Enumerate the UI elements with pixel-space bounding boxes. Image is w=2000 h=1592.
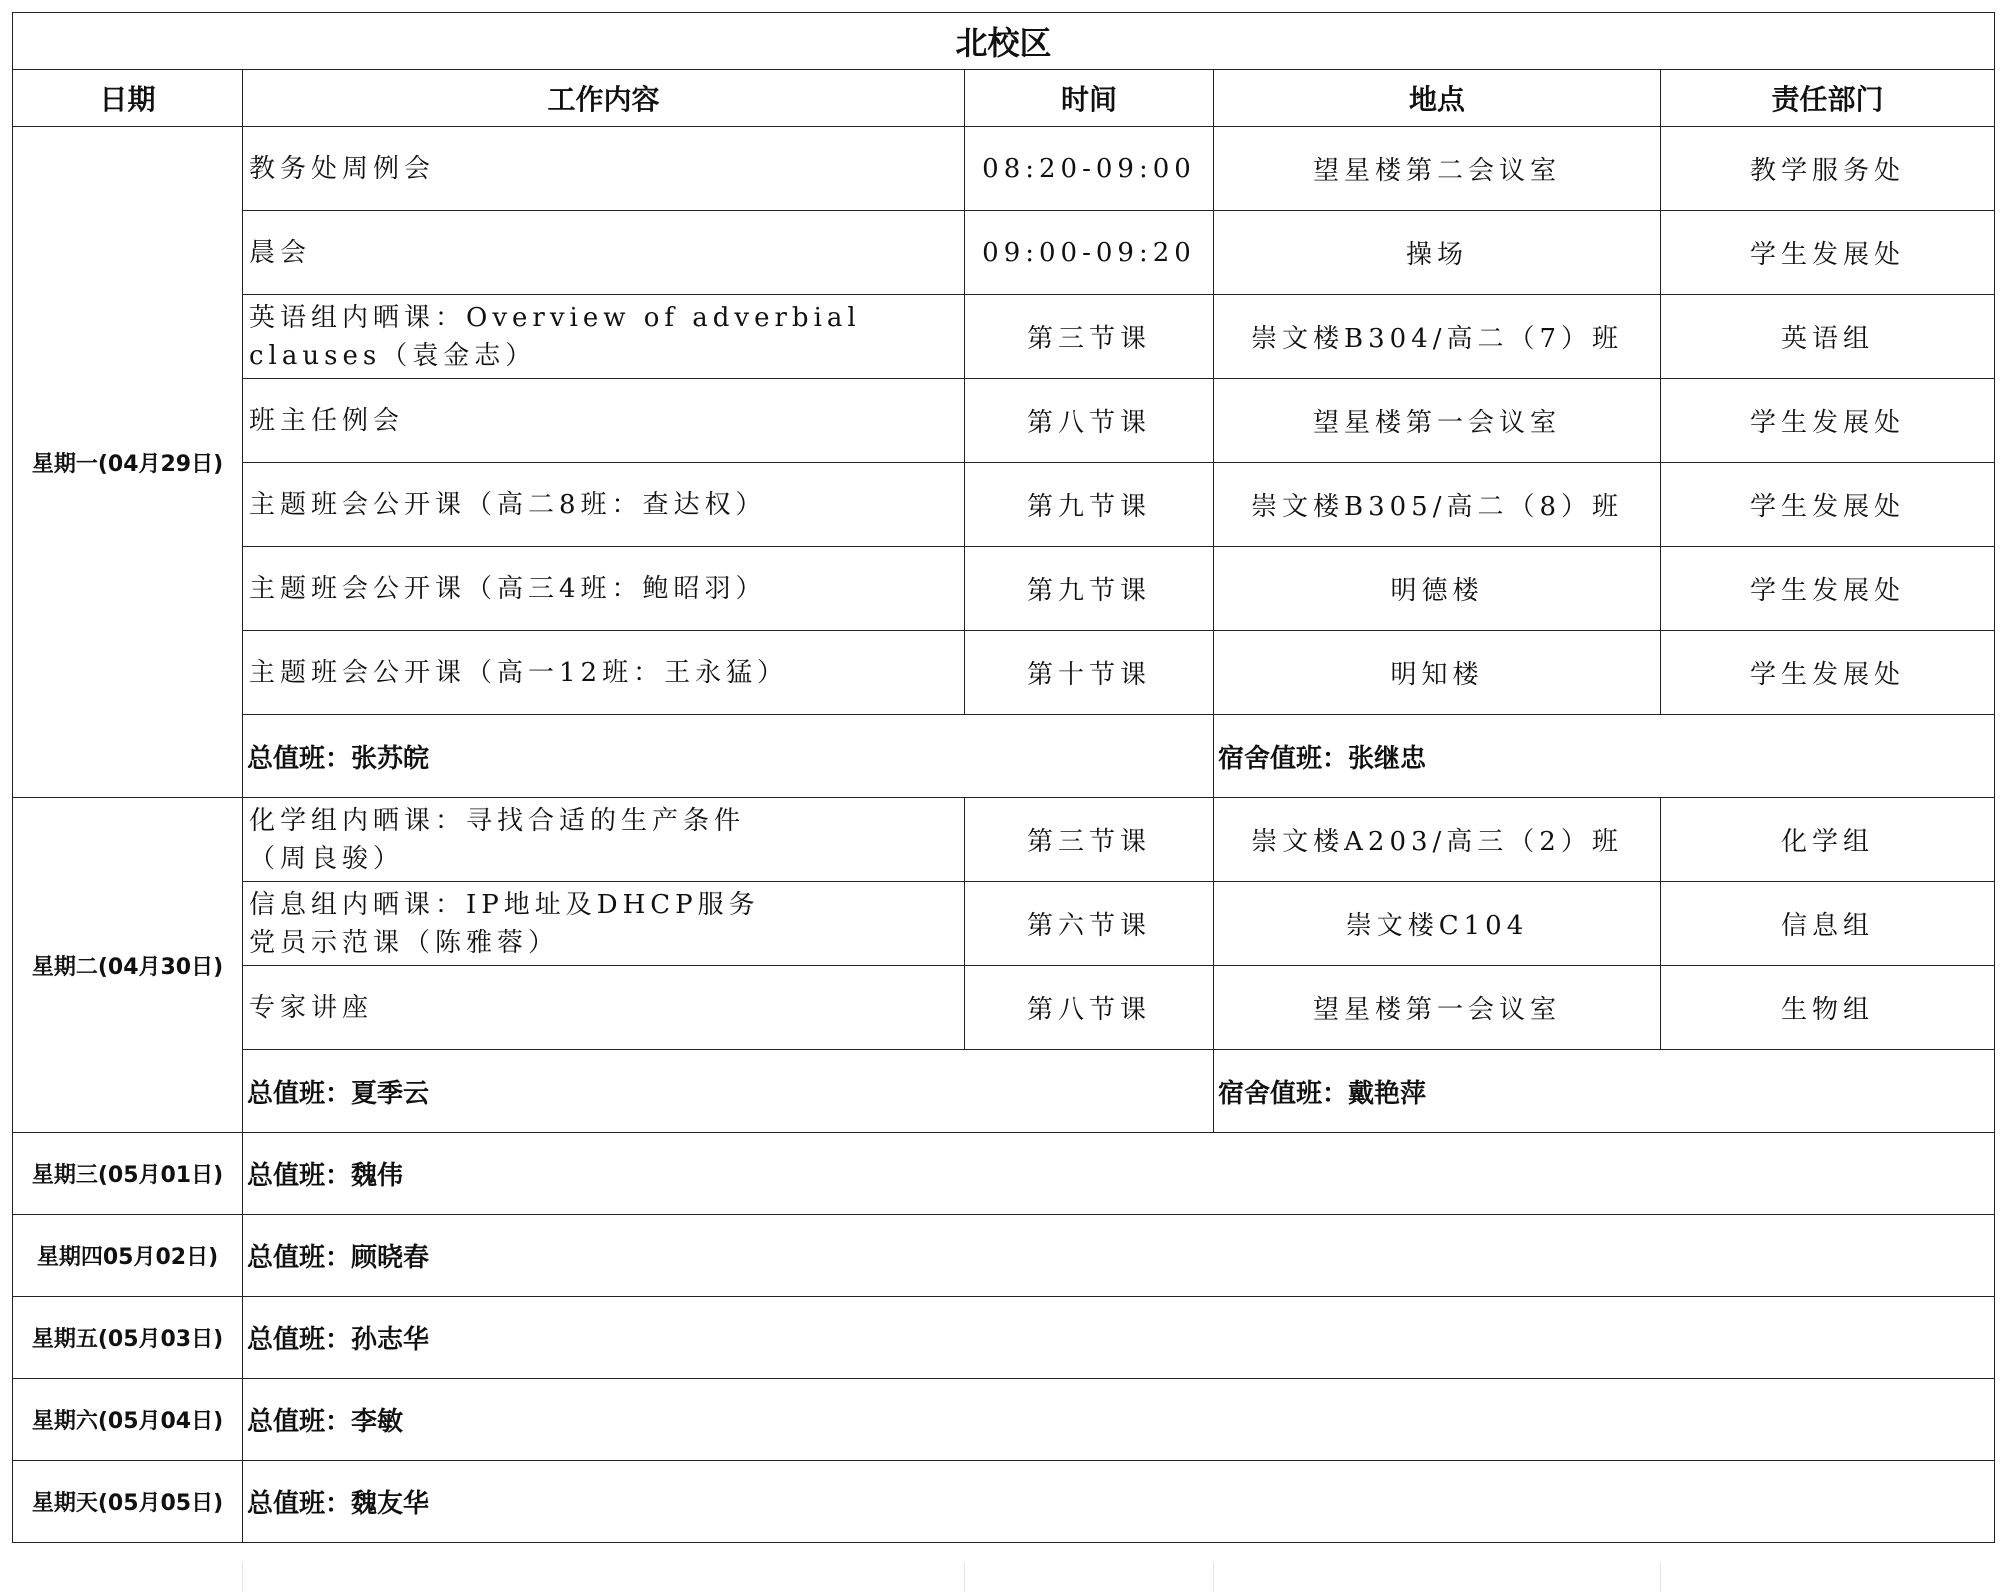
event-location: 崇文楼B304/高二（7）班 <box>1214 295 1661 379</box>
date-cell: 星期四05月02日) <box>13 1215 243 1297</box>
event-content: 主题班会公开课（高一12班：王永猛） <box>243 631 965 715</box>
table-row <box>13 1215 1995 1297</box>
event-time: 第八节课 <box>965 966 1214 1050</box>
table-row <box>13 1379 1995 1461</box>
event-department: 学生发展处 <box>1661 379 1995 463</box>
event-location: 望星楼第二会议室 <box>1214 127 1661 211</box>
table-row <box>13 882 1995 966</box>
table-row <box>13 966 1995 1050</box>
event-department: 生物组 <box>1661 966 1995 1050</box>
event-location: 望星楼第一会议室 <box>1214 966 1661 1050</box>
table-row <box>13 463 1995 547</box>
table-row <box>13 211 1995 295</box>
table-row <box>13 1133 1995 1215</box>
event-content: 主题班会公开课（高三4班：鲍昭羽） <box>243 547 965 631</box>
event-content-line1: 信息组内晒课：IP地址及DHCP服务 <box>249 889 760 920</box>
event-location: 明德楼 <box>1214 547 1661 631</box>
event-time: 08:20-09:00 <box>965 127 1214 211</box>
table-row <box>13 295 1995 379</box>
event-department: 信息组 <box>1661 882 1995 966</box>
header-department: 责任部门 <box>1661 70 1995 127</box>
duty-row <box>13 715 1995 798</box>
table-row <box>13 1297 1995 1379</box>
grid-line <box>964 1562 965 1592</box>
event-location: 崇文楼A203/高三（2）班 <box>1214 798 1661 882</box>
event-location: 望星楼第一会议室 <box>1214 379 1661 463</box>
event-content-line2: （周良骏） <box>249 843 405 874</box>
general-duty: 总值班：夏季云 <box>243 1050 1214 1133</box>
date-cell: 星期六(05月04日) <box>13 1379 243 1461</box>
table-row <box>13 379 1995 463</box>
event-department: 学生发展处 <box>1661 631 1995 715</box>
duty-row <box>13 1050 1995 1133</box>
header-location: 地点 <box>1214 70 1661 127</box>
event-department: 学生发展处 <box>1661 547 1995 631</box>
event-time: 第三节课 <box>965 798 1214 882</box>
event-content-line2: 党员示范课（陈雅蓉） <box>249 927 560 958</box>
date-cell: 星期一(04月29日) <box>13 127 243 798</box>
event-department: 英语组 <box>1661 295 1995 379</box>
event-content <box>243 798 965 882</box>
event-time: 第八节课 <box>965 379 1214 463</box>
event-time: 09:00-09:20 <box>965 211 1214 295</box>
general-duty: 总值班：李敏 <box>243 1379 1995 1461</box>
event-content: 教务处周例会 <box>243 127 965 211</box>
event-content: 主题班会公开课（高二8班：查达权） <box>243 463 965 547</box>
general-duty: 总值班：魏友华 <box>243 1461 1995 1543</box>
event-time: 第三节课 <box>965 295 1214 379</box>
table-row <box>13 798 1995 882</box>
table-row <box>13 1461 1995 1543</box>
event-time: 第九节课 <box>965 463 1214 547</box>
event-time: 第六节课 <box>965 882 1214 966</box>
grid-line <box>242 1562 243 1592</box>
general-duty: 总值班：顾晓春 <box>243 1215 1995 1297</box>
event-location: 崇文楼C104 <box>1214 882 1661 966</box>
table-row <box>13 631 1995 715</box>
date-cell: 星期天(05月05日) <box>13 1461 243 1543</box>
date-cell: 星期五(05月03日) <box>13 1297 243 1379</box>
event-location: 操场 <box>1214 211 1661 295</box>
general-duty: 总值班：孙志华 <box>243 1297 1995 1379</box>
event-content <box>243 882 965 966</box>
header-time: 时间 <box>965 70 1214 127</box>
event-content: 英语组内晒课：Overview of adverbial clauses（袁金志） <box>243 295 965 379</box>
general-duty: 总值班：张苏皖 <box>243 715 1214 798</box>
event-content: 晨会 <box>243 211 965 295</box>
schedule-table <box>12 12 1995 1543</box>
dorm-duty: 宿舍值班：张继忠 <box>1214 715 1995 798</box>
general-duty: 总值班：魏伟 <box>243 1133 1995 1215</box>
event-content-line1: 化学组内晒课：寻找合适的生产条件 <box>249 805 746 836</box>
table-title: 北校区 <box>13 13 1995 70</box>
header-date: 日期 <box>13 70 243 127</box>
table-row <box>13 547 1995 631</box>
grid-line <box>1213 1562 1214 1592</box>
table-row <box>13 127 1995 211</box>
event-content: 班主任例会 <box>243 379 965 463</box>
event-department: 化学组 <box>1661 798 1995 882</box>
grid-line <box>1660 1562 1661 1592</box>
event-department: 学生发展处 <box>1661 211 1995 295</box>
event-time: 第十节课 <box>965 631 1214 715</box>
event-department: 学生发展处 <box>1661 463 1995 547</box>
dorm-duty: 宿舍值班：戴艳萍 <box>1214 1050 1995 1133</box>
date-cell: 星期三(05月01日) <box>13 1133 243 1215</box>
event-location: 崇文楼B305/高二（8）班 <box>1214 463 1661 547</box>
event-content: 专家讲座 <box>243 966 965 1050</box>
event-time: 第九节课 <box>965 547 1214 631</box>
event-location: 明知楼 <box>1214 631 1661 715</box>
event-department: 教学服务处 <box>1661 127 1995 211</box>
header-content: 工作内容 <box>243 70 965 127</box>
date-cell: 星期二(04月30日) <box>13 798 243 1133</box>
